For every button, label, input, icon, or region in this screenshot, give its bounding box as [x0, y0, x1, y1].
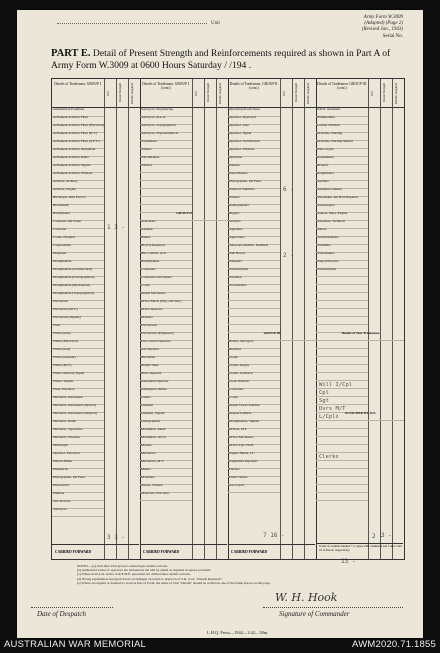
- column-divider: [192, 79, 193, 559]
- table-row: Carpenters: [140, 268, 192, 277]
- handwritten-entry: 3 -: [381, 532, 392, 539]
- table-row: Machinists, Metal: [140, 428, 192, 437]
- table-row: Concreter: [52, 228, 104, 237]
- handwritten-entry: 7 16 -: [263, 532, 285, 539]
- column-group-4: [316, 79, 404, 559]
- table-row: Gas Layers: [228, 484, 280, 493]
- table-row: Stokers, Mary. Engine: [316, 212, 368, 221]
- table-row: Mechanic, Instrument: [52, 396, 104, 405]
- table-row: Dental Clerk Orderlies: [228, 404, 280, 413]
- table-row: Driver Mechanics: [228, 436, 280, 445]
- table-row: Fitters (M.V.): [52, 364, 104, 373]
- table-row: Saddletree makers: [316, 188, 368, 197]
- table-row: Clerks: [228, 356, 280, 365]
- table-row: Surveyors, Trigonometrical: [140, 132, 192, 141]
- table-row: Coppersmith: [52, 244, 104, 253]
- table-row: Pattern Maker: [52, 460, 104, 469]
- table-row: Driver Mech. (Eng. and Veh.): [140, 300, 192, 309]
- printer-line: L.H.Q. Press—1944—1/42—50m.: [207, 630, 269, 635]
- handwritten-non-tradesman: Sgt: [319, 398, 329, 404]
- table-row: Instrument Operator: [140, 380, 192, 389]
- table-row: Wiremen: [228, 276, 280, 285]
- table-row: Operator, Line: [228, 124, 280, 133]
- column-group-2: [140, 79, 229, 559]
- table-row: Blacksmith: [52, 204, 104, 213]
- table-row: Miners: [140, 468, 192, 477]
- table-row: Cooks: [140, 284, 192, 293]
- table-row: ATTACHED BY W.E.: [316, 412, 404, 421]
- column-subheader: W.E.: [370, 90, 374, 96]
- table-row: Fitters (Gun): [52, 332, 104, 341]
- table-row: Surveyors, Engineering: [140, 108, 192, 117]
- table-row: Photographer, Air Fleet: [228, 180, 280, 189]
- table-row: Tailors: [316, 228, 368, 237]
- table-row: Photographer, Air Fleet: [52, 476, 104, 485]
- table-row: Textile Refiners: [316, 236, 368, 245]
- note-line: (d) Wrong explanation and special note accordingly on return to depot/on of S.R. to sd. "Details Required".: [77, 576, 223, 581]
- commander-signature: W. H. Hook: [275, 591, 338, 604]
- column-header: [316, 79, 404, 108]
- table-row: Despatch Riders: [228, 412, 280, 421]
- table-row: Orderlies, Nursing Mental: [316, 140, 368, 149]
- table-row: Mechanic, Wireless: [52, 436, 104, 445]
- table-row: Modellers: [140, 476, 192, 485]
- table-row: Hammermen: [316, 116, 368, 125]
- table-row: Carpenters and Joiners: [140, 276, 192, 285]
- table-row: Engine Hands, I.C.: [228, 452, 280, 461]
- table-row: Armament Artificer Signals: [52, 164, 104, 173]
- table-row: Fitters (General): [52, 356, 104, 365]
- form-page: [17, 10, 423, 638]
- notes-block: [77, 564, 377, 585]
- table-row: Operator, Switchboard: [228, 140, 280, 149]
- table-row: Bakers: [140, 236, 192, 245]
- note-line: (e) Where are regular or detailed to work as Part of Form, the name of Unit "Details" should be written in one of the blank spaces on this page.: [77, 580, 271, 585]
- table-row: Valvemakers: [316, 252, 368, 261]
- unit-label: Unit: [211, 21, 220, 26]
- column-subheader: Posted Strength: [382, 83, 386, 103]
- table-row: Clerks, Technical: [228, 372, 280, 381]
- table-row: Drainers: [140, 316, 192, 325]
- table-row: Bricklayer, Kiln Erector: [52, 196, 104, 205]
- table-row: Operator, Electrical: [52, 452, 104, 461]
- table-row: Sawyers: [228, 220, 280, 229]
- column-subheader: Posted Strength: [206, 83, 210, 103]
- note-line: (b) Authorized scales of operators not included in list will be added as required in spaces provided.: [77, 568, 211, 573]
- table-row: Driver Operator: [140, 308, 192, 317]
- table-row: Equipment Repairers: [228, 460, 280, 469]
- table-row: Operator, Keyboard: [228, 116, 280, 125]
- note-line: NOTES.—(a) Unit after Unit group is entered gets details on back.: [77, 564, 168, 568]
- table-row: Machinists, Wood: [140, 436, 192, 445]
- form-ref-line-2: (Adapted) (Page 2): [364, 21, 403, 27]
- column-subheader: Reinfts. Required: [394, 82, 398, 104]
- column-subheader: Reinfts. Required: [306, 82, 310, 104]
- table-row: Boilermakers: [140, 260, 192, 269]
- signature-of-commander-label: Signature of Commander: [279, 610, 350, 618]
- table-row: Fitter: [52, 324, 104, 333]
- table-row: Armament Artificer Radio: [52, 156, 104, 165]
- handwritten-entry: 1 3 -: [107, 224, 126, 231]
- table-row: Gas Operator: [140, 348, 192, 357]
- table-row: Artificer, Artillery: [52, 180, 104, 189]
- unit-line: [57, 21, 220, 26]
- column-divider: [116, 79, 117, 559]
- table-row: Electricians: [140, 324, 192, 333]
- table-row: Watchmakers: [140, 156, 192, 165]
- table-row: Fitters, Signals: [52, 380, 104, 389]
- form-ref-line-3: (Revised Jan., 1943): [361, 27, 403, 33]
- table-row: Woodturners: [228, 284, 280, 293]
- table-row: Artificer, Engine: [52, 188, 104, 197]
- despatch-date-line: [31, 607, 113, 608]
- table-row: Painters: [228, 164, 280, 173]
- table-row: Dental Mechanics: [140, 292, 192, 301]
- table-row: Intelligence Duties: [140, 388, 192, 397]
- table-row: Cooks, Hospital: [52, 236, 104, 245]
- table-row: Signallers: [228, 228, 280, 237]
- signature-line: [263, 607, 403, 608]
- table-row: Telescope Identifn. Numbers: [228, 244, 280, 253]
- table-row: Mechanic, Radio: [52, 420, 104, 429]
- table-row: Radiographers: [228, 204, 280, 213]
- table-row: Predictor Numbers: [228, 188, 280, 197]
- table-row: Armourers: [140, 220, 192, 229]
- table-row: Leather Stitchers: [316, 124, 368, 133]
- table-row: Concreters: [228, 388, 280, 397]
- column-divider: [280, 79, 281, 559]
- table-row: Clerks, Supply: [228, 364, 280, 373]
- table-row: Surveyors, Topographical: [140, 124, 192, 133]
- column-subheader: Reinfts. Required: [218, 82, 222, 104]
- column-subheader: W.E.: [194, 90, 198, 96]
- handwritten-non-tradesman: Clerks: [319, 454, 339, 460]
- column-group-1: [52, 79, 141, 559]
- table-row: Welders: [140, 164, 192, 173]
- table-row: Shoemaker and Boot Repairer: [316, 196, 368, 205]
- table-row: Fitters (Gas): [52, 348, 104, 357]
- table-row: Electrician (M.V.): [52, 308, 104, 317]
- table-row: Stevemen, Technical: [316, 220, 368, 229]
- column-header-label: Details of Tradesmen. GROUP II. (cont.): [229, 82, 279, 91]
- handwritten-non-tradesman: Cpl: [319, 390, 329, 396]
- table-row: GROUP III.: [228, 332, 316, 341]
- table-row: Drivers, M.T.: [228, 428, 280, 437]
- table-row: Boilermaker: [52, 212, 104, 221]
- table-row: Clerk Vehicles: [228, 380, 280, 389]
- handwritten-entry: 3 3 -: [107, 534, 126, 541]
- table-row: Dispenser: [52, 252, 104, 261]
- table-row: Armament Artificer Fitter (R.T.): [52, 132, 104, 141]
- table-row: Fitters (Electrical): [52, 340, 104, 349]
- table-row: Wheelwrights: [228, 268, 280, 277]
- handwritten-entry: 2 -: [283, 252, 294, 259]
- table-row: Wheelers: [228, 260, 280, 269]
- table-row: Details of Non-Tradesmen: [316, 332, 404, 341]
- column-subheader: W.E.: [282, 90, 286, 96]
- table-row: Saw Doctors: [52, 500, 104, 509]
- table-row: Linemen, Signals: [140, 412, 192, 421]
- table-row: Mechanic, Instrument (Optical): [52, 404, 104, 413]
- table-row: Wheelwrights: [316, 268, 368, 277]
- date-of-despatch-label: Date of Despatch: [37, 610, 86, 618]
- table-row: O.P.O. Assistants: [316, 108, 368, 117]
- note-line: (c) Where A.W.A.O. and/or A.R.E.M.E. personnel are drafted show details on back.: [77, 572, 191, 577]
- table-row: Hollo Operator: [140, 372, 192, 381]
- column-header: [140, 79, 228, 108]
- handwritten-entry: 13 -: [341, 558, 356, 565]
- table-row: Draughtsman (Mechanical): [52, 284, 104, 293]
- table-row: Fitters, Railway Signal: [52, 372, 104, 381]
- table-row: Electricians (Engineers): [140, 332, 192, 341]
- table-row: Draughtsman (Topographical): [52, 292, 104, 301]
- column-subheader: Posted Strength: [118, 83, 122, 103]
- table-row: Operator, Wireless: [228, 148, 280, 157]
- handwritten-non-tradesman: Will I/Cpl: [319, 382, 353, 388]
- table-row: Fitter, Precision: [52, 388, 104, 397]
- serial-label: Serial No.: [382, 33, 403, 39]
- handwritten-non-tradesman: Dvrs M/T: [319, 406, 346, 412]
- table-row: Panel Beaters: [228, 172, 280, 181]
- table-row: Surveyors: [52, 508, 104, 517]
- table-row: Draughtsmen, Signals: [228, 420, 280, 429]
- title-part: PART E.: [51, 48, 91, 59]
- strength-table: [51, 78, 405, 560]
- handwritten-entry: 6 -: [283, 186, 294, 193]
- column-divider: [292, 79, 293, 559]
- footer-institution: AUSTRALIAN WAR MEMORIAL: [4, 639, 147, 650]
- table-row: Well Borers: [228, 252, 280, 261]
- table-row: Axeman: [140, 228, 192, 237]
- column-divider: [368, 79, 369, 559]
- table-row: Armament Artificer Wireless: [52, 172, 104, 181]
- table-row: Lithographers: [140, 420, 192, 429]
- table-row: GROUP II.: [140, 212, 228, 221]
- column-header: [52, 79, 140, 108]
- carried-forward-cell: CARRIED FORWARD: [140, 544, 227, 559]
- table-row: Riggers: [228, 212, 280, 221]
- table-row: Ammunition Examiner: [52, 108, 104, 117]
- title-text: Detail of Present Strength and Reinforcements required as shown in Part A of Army Form W.3009 at 0600 Hours Saturday: [51, 48, 391, 71]
- carried-forward-cell: Totals of columns marked * to agree with columns 4 and 5 and 1 and 10 of Part A, respectively: [316, 543, 403, 559]
- column-header-label: Details of Tradesmen. GROUP III. (cont.): [317, 82, 367, 91]
- column-divider: [104, 79, 105, 559]
- handwritten-non-tradesman: L/Cpls: [319, 414, 339, 420]
- table-row: Photowriter: [52, 484, 104, 493]
- table-row: Armament Artificer Fitter (A.F.V.): [52, 140, 104, 149]
- form-reference: [362, 15, 403, 40]
- column-header: [228, 79, 316, 108]
- table-row: Hutchman: [140, 356, 192, 365]
- column-divider: [216, 79, 217, 559]
- column-subheader: Posted Strength: [294, 83, 298, 103]
- carried-forward-cell: CARRIED FORWARD: [52, 544, 139, 559]
- table-row: Joiners: [140, 396, 192, 405]
- table-row: Draughtsman (Cartographical): [52, 276, 104, 285]
- table-row: Wagon Erectors: [316, 260, 368, 269]
- table-row: Electrician: [52, 300, 104, 309]
- table-row: Turners: [140, 148, 192, 157]
- table-row: Nurses, Trained: [140, 484, 192, 493]
- table-row: Masons: [140, 444, 192, 453]
- table-row: Butchers: [228, 348, 280, 357]
- table-row: Fire Control Operator: [140, 340, 192, 349]
- footer-accession-number: AWM2020.71.1855: [352, 639, 436, 650]
- form-ref-line-1: Army Form W.3009: [363, 15, 403, 20]
- table-row: Electrician (Signals): [52, 316, 104, 325]
- table-row: Riveters: [316, 164, 368, 173]
- column-divider: [392, 79, 393, 559]
- table-row: Draughtsman (Architectural): [52, 268, 104, 277]
- column-divider: [204, 79, 205, 559]
- table-row: Roughriders: [316, 172, 368, 181]
- column-divider: [380, 79, 381, 559]
- table-row: [316, 492, 368, 501]
- table-row: Storekeepers: [316, 204, 368, 213]
- handwritten-entry: 2 -: [372, 533, 383, 540]
- carried-forward-cell: CARRIED FORWARD: [228, 544, 315, 559]
- table-row: Orderlies, Nursing: [316, 132, 368, 141]
- column-subheader: Reinfts. Required: [130, 82, 134, 104]
- table-row: Fitters' Mates: [228, 476, 280, 485]
- table-row: Cooks: [228, 396, 280, 405]
- table-row: Mechanics, M.T.: [140, 460, 192, 469]
- table-row: Armament Artificer Fitter: [52, 116, 104, 125]
- column-divider: [304, 79, 305, 559]
- table-row: Toolmakers: [140, 140, 192, 149]
- table-row: Linemen: [140, 404, 192, 413]
- table-row: Farriers: [228, 468, 280, 477]
- column-header-label: Details of Tradesmen. GROUP I. (cont.): [142, 82, 190, 91]
- table-row: Mechanics: [140, 452, 192, 461]
- column-group-3: [228, 79, 317, 559]
- column-subheader: W.E.: [106, 90, 110, 96]
- title-date: / /194 .: [224, 60, 252, 71]
- table-row: Operator, Signal: [228, 132, 280, 141]
- table-row: Observers, Fort Arty.: [140, 492, 192, 501]
- table-row: Height Taker: [140, 364, 192, 373]
- table-row: Driver Tpts, Field: [228, 444, 280, 453]
- table-row: Armament Artificer Fitter (Electrical): [52, 124, 104, 133]
- table-row: Printers: [228, 196, 280, 205]
- table-row: Millwright: [52, 444, 104, 453]
- table-row: Bicycle Repairers: [140, 244, 192, 253]
- table-row: Tinsmiths: [316, 244, 368, 253]
- table-row: Pharmacist: [52, 468, 104, 477]
- table-row: Mechanic, Typewriter: [52, 428, 104, 437]
- table-row: Plate Layers: [316, 148, 368, 157]
- table-row: Armament Artificer Instrument: [52, 148, 104, 157]
- table-row: Carpenter and Joiner: [52, 220, 104, 229]
- column-header-label: Details of Tradesmen. GROUP I.: [54, 82, 102, 86]
- table-row: Surveyors, R.A.A.: [140, 116, 192, 125]
- table-row: Mechanic, Instrument (Surgical): [52, 412, 104, 421]
- table-row: Battery Surveyors: [228, 340, 280, 349]
- table-row: Draughtsman: [52, 260, 104, 269]
- table-row: Saddlers: [316, 180, 368, 189]
- table-row: Opticians: [228, 156, 280, 165]
- column-divider: [128, 79, 129, 559]
- table-row: Ropemakers: [316, 156, 368, 165]
- table-row: Plumber: [52, 492, 104, 501]
- table-row: Signwriters: [228, 236, 280, 245]
- page-title: [51, 48, 407, 72]
- table-row: Blk. Comd'n, Acft.: [140, 252, 192, 261]
- table-row: Operating Room Assts.: [228, 108, 280, 117]
